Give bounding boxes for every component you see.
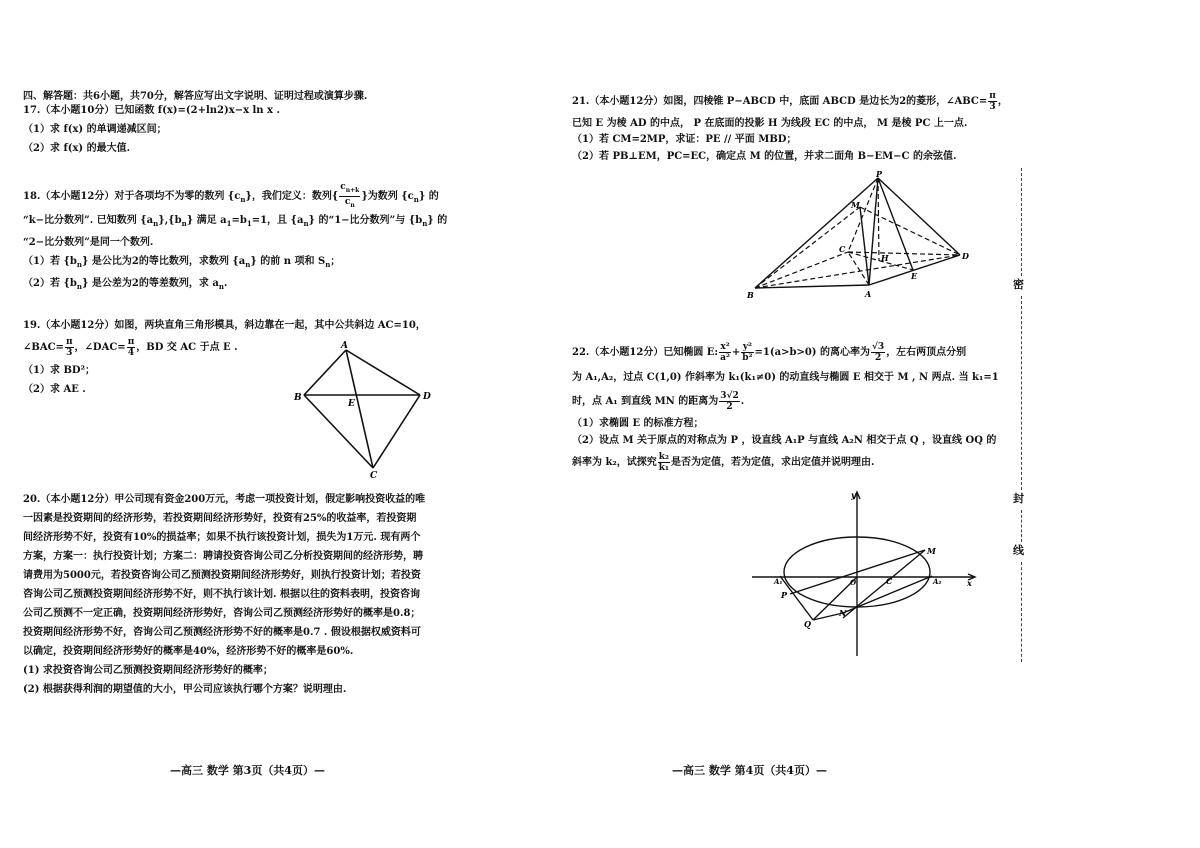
seal-dash-line: [1021, 296, 1022, 490]
q20-part1: (1) 求投资咨询公司乙预测投资期间经济形势好的概率；: [23, 665, 273, 676]
question-18: [23, 182, 447, 296]
q20-line: 方案，方案一：执行投资计划；方案二：聘请投资咨询公司乙分析投资期间的经济形势，聘: [23, 551, 423, 562]
page-3-footer: —高三 数学 第3页（共4页）—: [170, 764, 325, 777]
q20-line: 一因素是投资期间的经济形势，若投资期间经济形势好，投资有25%的收益率，若投资期: [23, 513, 417, 524]
q20-line: 咨询公司乙预测投资期间经济形势不好，则不执行该计划. 根据以往的资料表明，投资咨询: [23, 589, 420, 600]
q20-line: 请费用为5000元，若投资咨询公司乙预测投资期间经济形势好，则执行投资计划；若投资: [23, 570, 421, 581]
q22-label-p: P: [781, 590, 788, 600]
question-17: [23, 101, 280, 158]
section-heading: 四、解答题：共6小题，共70分，解答应写出文字说明、证明过程或演算步骤.: [23, 91, 368, 102]
q17-part2: （2）求 f(x) 的最大值.: [23, 143, 131, 154]
seal-dash-line: [1021, 562, 1022, 662]
q18-part1: （1）若 $\{b_n\}$ 是公比为2的等比数列，求数列 $\{a_n\}$ 的前 n 项和 $S_n$；: [23, 255, 341, 269]
q22-part2: （2）设点 M 关于原点的对称点为 P ，设直线 A₁P 与直线 A₂N 相交于点 Q ，设直线 OQ 的: [572, 435, 997, 446]
q21-label-d: D: [962, 251, 969, 261]
q19-label-a: A: [341, 341, 348, 351]
q22-label-a2: A₂: [933, 577, 942, 586]
q19-label-b: B: [294, 393, 302, 403]
q19-label-e: E: [348, 399, 355, 409]
q19-label-d: D: [423, 392, 431, 402]
q22-label-c: C: [886, 576, 893, 586]
exam-page-4: [560, 0, 1200, 848]
q19-part2: （2）求 AE .: [23, 384, 86, 395]
q22-label-m: M: [927, 546, 936, 556]
q17-stem: 17.（本小题10分）已知函数 f(x)=(2+ln2)x−x ln x .: [23, 105, 280, 116]
q22-label-y: y: [851, 490, 856, 500]
q22-label-a1: A₁: [774, 577, 783, 586]
question-22: [572, 338, 999, 476]
q21-label-p: P: [876, 170, 883, 179]
q21-label-e: E: [911, 271, 918, 281]
q22-label-x: x: [967, 578, 972, 588]
q21-label-a: A: [865, 289, 872, 299]
q22-label-n: N: [839, 608, 847, 618]
q21-part2: （2）若 PB⊥EM，PC=EC，确定点 M 的位置，并求二面角 B−EM−C 的余弦值.: [572, 151, 957, 162]
q21-line1: 21.（本小题12分）如图，四棱锥 P−ABCD 中，底面 ABCD 是边长为2的菱形，∠ABC= $\frac{\pi}{3}$ ，: [572, 91, 1008, 112]
seal-label-xian: 线: [1013, 544, 1024, 557]
q20-line: 20.（本小题12分）甲公司现有资金200万元，考虑一项投资计划，假定影响投资收益的唯: [23, 494, 426, 505]
q22-line1: 22.（本小题12分）已知椭圆 E: $\frac{\text{x²}}{\text{a²}}$ + $\frac{\text{y²}}{\text{b²}}$ =1(a>b>0) 的离心率为 $\frac{√3}{2}$ ，左右两顶点分别: [572, 342, 967, 363]
q21-label-b: B: [747, 290, 754, 300]
seal-dash-line: [1021, 510, 1022, 542]
q21-label-c: C: [839, 244, 846, 254]
page-4-footer: —高三 数学 第4页（共4页）—: [672, 764, 827, 777]
q21-line2: 已知 E 为棱 AD 的中点， P 在底面的投影 H 为线段 EC 的中点， M 是棱 PC 上一点.: [572, 118, 968, 129]
seal-label-feng: 封: [1013, 492, 1024, 505]
q20-part2: (2) 根据获得利润的期望值的大小，甲公司应该执行哪个方案？说明理由.: [23, 684, 347, 695]
q19-line1: 19.（本小题12分）如图，两块直角三角形模具，斜边靠在一起，其中公共斜边 AC=10，: [23, 320, 426, 331]
q20-line: 以确定，投资期间经济形势好的概率是40%，经济形势不好的概率是60%.: [23, 646, 354, 657]
q21-part1: （1）若 CM=2MP，求证：PE // 平面 MBD；: [572, 134, 797, 145]
seal-dash-line: [1021, 168, 1022, 276]
q22-part1: （1）求椭圆 E 的标准方程；: [572, 418, 704, 429]
question-20: [23, 490, 425, 699]
q21-label-h: H: [881, 253, 889, 263]
q22-label-q: Q: [804, 619, 811, 629]
q22-ellipse-figure: [750, 488, 980, 663]
q19-figure: [290, 340, 440, 480]
q21-pyramid-figure: [745, 170, 975, 305]
question-21: [572, 90, 1008, 166]
q19-part1: （1）求 BD²；: [23, 365, 95, 376]
q17-part1: （1）求 f(x) 的单调递减区间；: [23, 124, 167, 135]
q22-line-last: 斜率为 k₂，试探究 $\frac{\text{k₂}}{\text{k₁}}$ 是否为定值，若为定值，求出定值并说明理由.: [572, 452, 875, 473]
q22-line3: 时，点 A₁ 到直线 MN 的距离为 $\frac{3√2}{2}$ .: [572, 391, 745, 412]
q20-line: 间经济形势不好，投资有10%的损益率；如果不执行该投资计划，损失为1万元. 现有两个: [23, 532, 421, 543]
q20-line: 公司乙预测不一定正确，投资期间经济形势好，咨询公司乙预测经济形势好的概率是0.8；: [23, 608, 421, 619]
q18-line1: 18.（本小题12分）对于各项均不为零的数列 $\{c_n\}$，我们定义：数列{ $\frac{c_{n+k}}{c_n}$ }为数列 $\{c_n\}$ 的: [23, 182, 439, 209]
q21-label-m: M: [851, 200, 860, 210]
q18-ratio-fraction: $\frac{c_{n+k}}{c_n}$: [340, 182, 360, 209]
q18-part2: （2）若 $\{b_n\}$ 是公差为2的等差数列，求 $a_n$.: [23, 277, 228, 291]
q19-line2: ∠BAC= $\frac{\pi}{3}$ ，∠DAC= $\frac{\pi}{4}$ ，BD 交 AC 于点 E .: [23, 337, 238, 358]
exam-page-3: [0, 0, 560, 848]
q18-line2: “k−比分数列”. 已知数列 $\{a_n\},\{b_n\}$ 满足 $a_1=b_1=1$，且 $\{a_n\}$ 的“1−比分数列”与 $\{b_n\}$ 的: [23, 214, 448, 228]
q18-line3: “2−比分数列”是同一个数列.: [23, 236, 154, 248]
q20-line: 投资期间经济形势不好，咨询公司乙预测经济形势不好的概率是0.7 . 假设根据权威资料可: [23, 627, 421, 638]
q19-label-c: C: [370, 471, 378, 480]
q22-label-o: O: [850, 578, 857, 587]
seal-label-mi: 密: [1013, 278, 1024, 291]
q22-line2: 为 A₁,A₂，过点 C(1,0) 作斜率为 k₁(k₁≠0) 的动直线与椭圆 E 相交于 M , N 两点. 当 k₁=1: [572, 372, 999, 383]
